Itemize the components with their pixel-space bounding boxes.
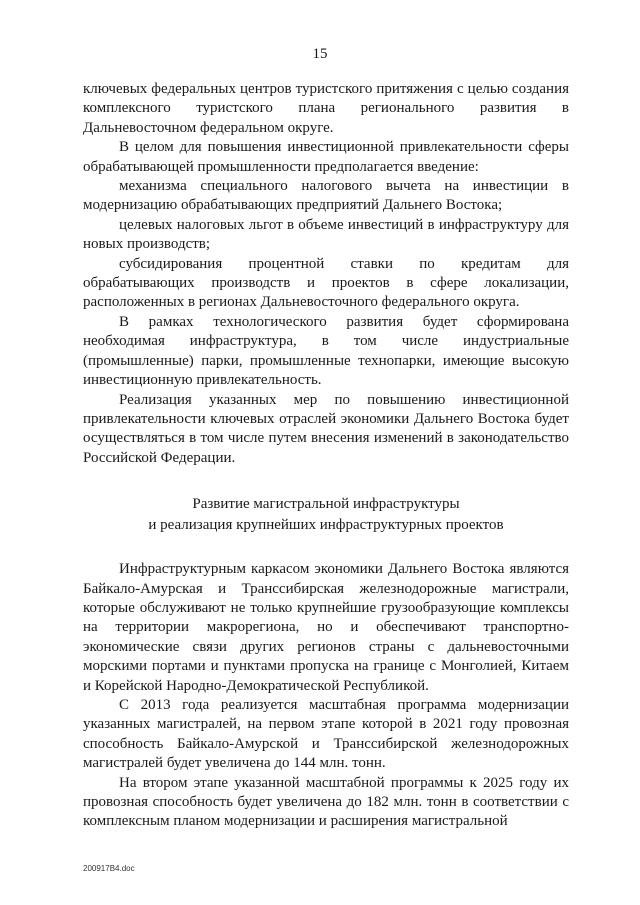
paragraph: целевых налоговых льгот в объеме инвестиций в инфраструктуру для новых производств;	[83, 216, 569, 253]
paragraph: С 2013 года реализуется масштабная программа модернизации указанных магистралей, на первом этапе которой в 2021 году провозная способность Байкало-Амурской и Транссибирской железнодорожных магистралей будет увеличена до 144 млн. тонн.	[83, 696, 569, 772]
section-heading-line: Развитие магистральной инфраструктуры	[192, 496, 460, 513]
paragraph: В целом для повышения инвестиционной привлекательности сферы обрабатывающей промышленности предполагается введение:	[83, 139, 569, 175]
paragraphs-top	[83, 80, 569, 468]
footer-file-code: 200917B4.doc	[83, 864, 135, 873]
page-number: 15	[312, 46, 328, 62]
paragraph: механизма специального налогового вычета на инвестиции в модернизацию обрабатывающих предприятий Дальнего Востока;	[83, 178, 569, 214]
paragraph: Реализация указанных мер по повышению инвестиционной привлекательности ключевых отраслей экономики Дальнего Востока будет осуществляться в том числе путем внесения изменений в законодательство Российской Федерации.	[83, 391, 569, 466]
document-body	[83, 80, 569, 832]
paragraph: На втором этапе указанной масштабной программы к 2025 году их провозная способность будет увеличена до 182 млн. тонн в соответствии с комплексным планом модернизации и расширения магистральной	[83, 774, 569, 830]
section-heading	[83, 494, 569, 536]
paragraph: Инфраструктурным каркасом экономики Дальнего Востока являются Байкало-Амурская и Транссибирская железнодорожные магистрали, которые обслуживают не только крупнейшие грузообразующие комплексы на территории макрорегиона, но и обеспечивают транспортно-экономические связи других регионов страны с дальневосточными морскими портами и пунктами пропуска на границе с Монголией, Китаем и Корейской Народно-Демократической Республикой.	[83, 561, 569, 694]
paragraph: В рамках технологического развития будет сформирована необходимая инфраструктура, в том числе индустриальные (промышленные) парки, промышленные технопарки, имеющие высокую инвестиционную привлекательность.	[83, 313, 569, 389]
section-heading-line: и реализация крупнейших инфраструктурных проектов	[148, 517, 504, 534]
paragraph: субсидирования процентной ставки по кредитам для обрабатывающих производств и проектов в сфере локализации, расположенных в регионах Дальневосточного федерального округа.	[83, 255, 569, 311]
paragraph: ключевых федеральных центров туристского притяжения с целью создания комплексного туристского плана регионального развития в Дальневосточном федеральном округе.	[83, 81, 569, 136]
paragraphs-bottom	[83, 560, 569, 832]
